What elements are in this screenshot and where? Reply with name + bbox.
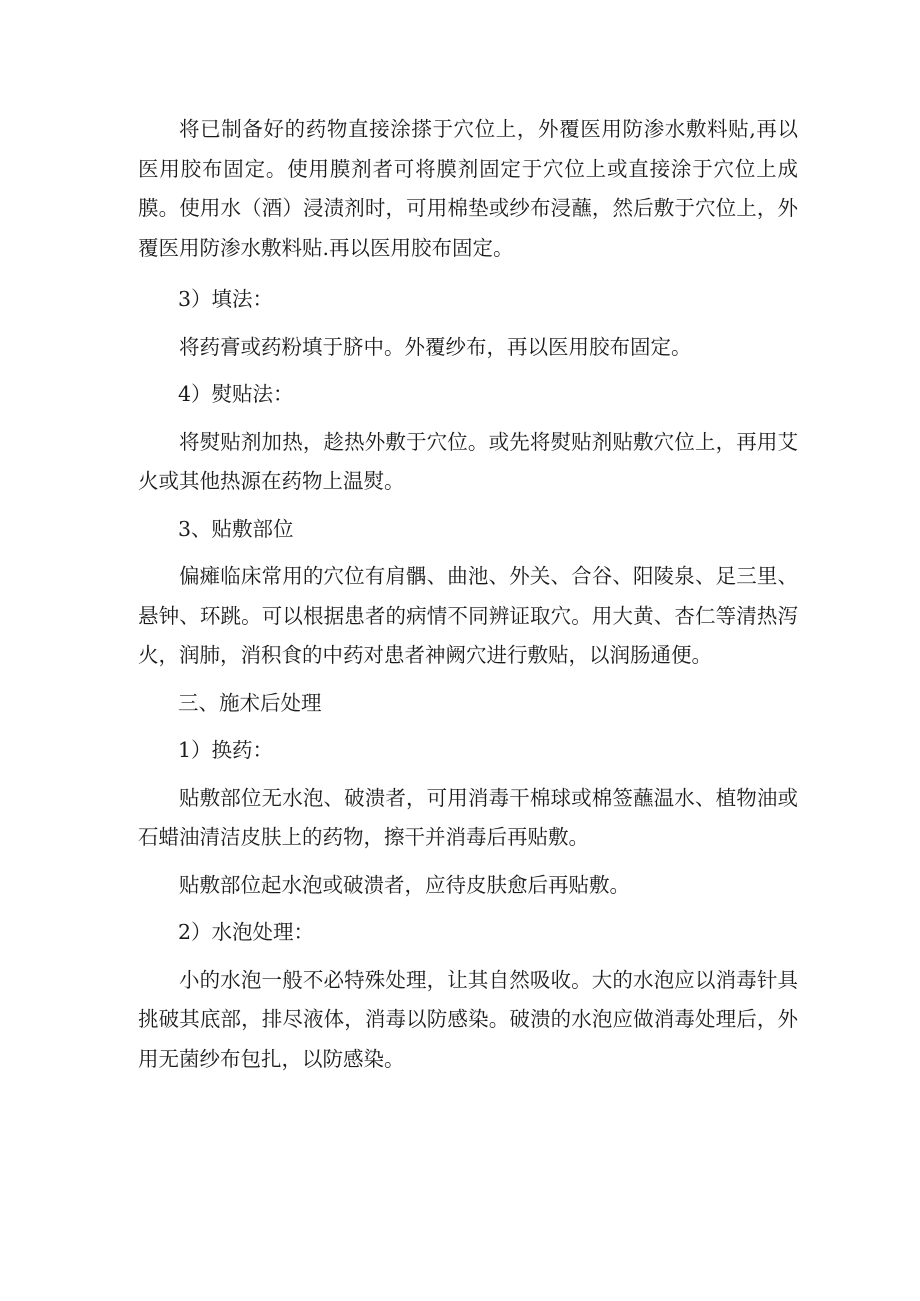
heading-post-treatment: 三、施术后处理: [178, 690, 322, 715]
paragraph-dressing-change-2: 贴敷部位起水泡或破溃者，应待皮肤愈后再贴敷。: [179, 872, 630, 897]
paragraph-iron-method: 将熨贴剂加热，趁热外敷于穴位。或先将熨贴剂贴敷穴位上，再用艾火或其他热源在药物上温熨。: [138, 429, 798, 493]
paragraph-blister-treatment: 小的水泡一般不必特殊处理，让其自然吸收。大的水泡应以消毒针具挑破其底部，排尽液体，消毒以防感染。破溃的水泡应做消毒处理后，外用无菌纱布包扎，以防感染。: [138, 967, 798, 1071]
heading-application-site: 3、贴敷部位: [178, 516, 294, 541]
paragraph-application: 将已制备好的药物直接涂搽于穴位上，外覆医用防渗水敷料贴,再以医用胶布固定。使用膜剂者可将膜剂固定于穴位上或直接涂于穴位上成膜。使用水（酒）浸渍剂时，可用棉垫或纱布浸蘸，然后敷于穴位上，外覆医用防渗水敷料贴.再以医用胶布固定。: [138, 117, 798, 260]
paragraph-application-site: 偏瘫临床常用的穴位有肩髃、曲池、外关、合谷、阳陵泉、足三里、悬钟、环跳。可以根据患者的病情不同辨证取穴。用大黄、杏仁等清热泻火，润肺，消积食的中药对患者神阙穴进行敷贴，以润肠通便。: [138, 564, 798, 667]
paragraph-fill-method: 将药膏或药粉填于脐中。外覆纱布，再以医用胶布固定。: [179, 334, 692, 359]
heading-dressing-change: 1）换药：: [178, 738, 274, 762]
heading-fill-method: 3）填法：: [178, 287, 274, 311]
paragraph-dressing-change-1: 贴敷部位无水泡、破溃者，可用消毒干棉球或棉签蘸温水、植物油或石蜡油清洁皮肤上的药物，擦干并消毒后再贴敷。: [138, 785, 798, 849]
heading-iron-method: 4）熨贴法：: [178, 382, 294, 406]
heading-blister-treatment: 2）水泡处理：: [178, 920, 315, 944]
document-body: [138, 110, 798, 1079]
